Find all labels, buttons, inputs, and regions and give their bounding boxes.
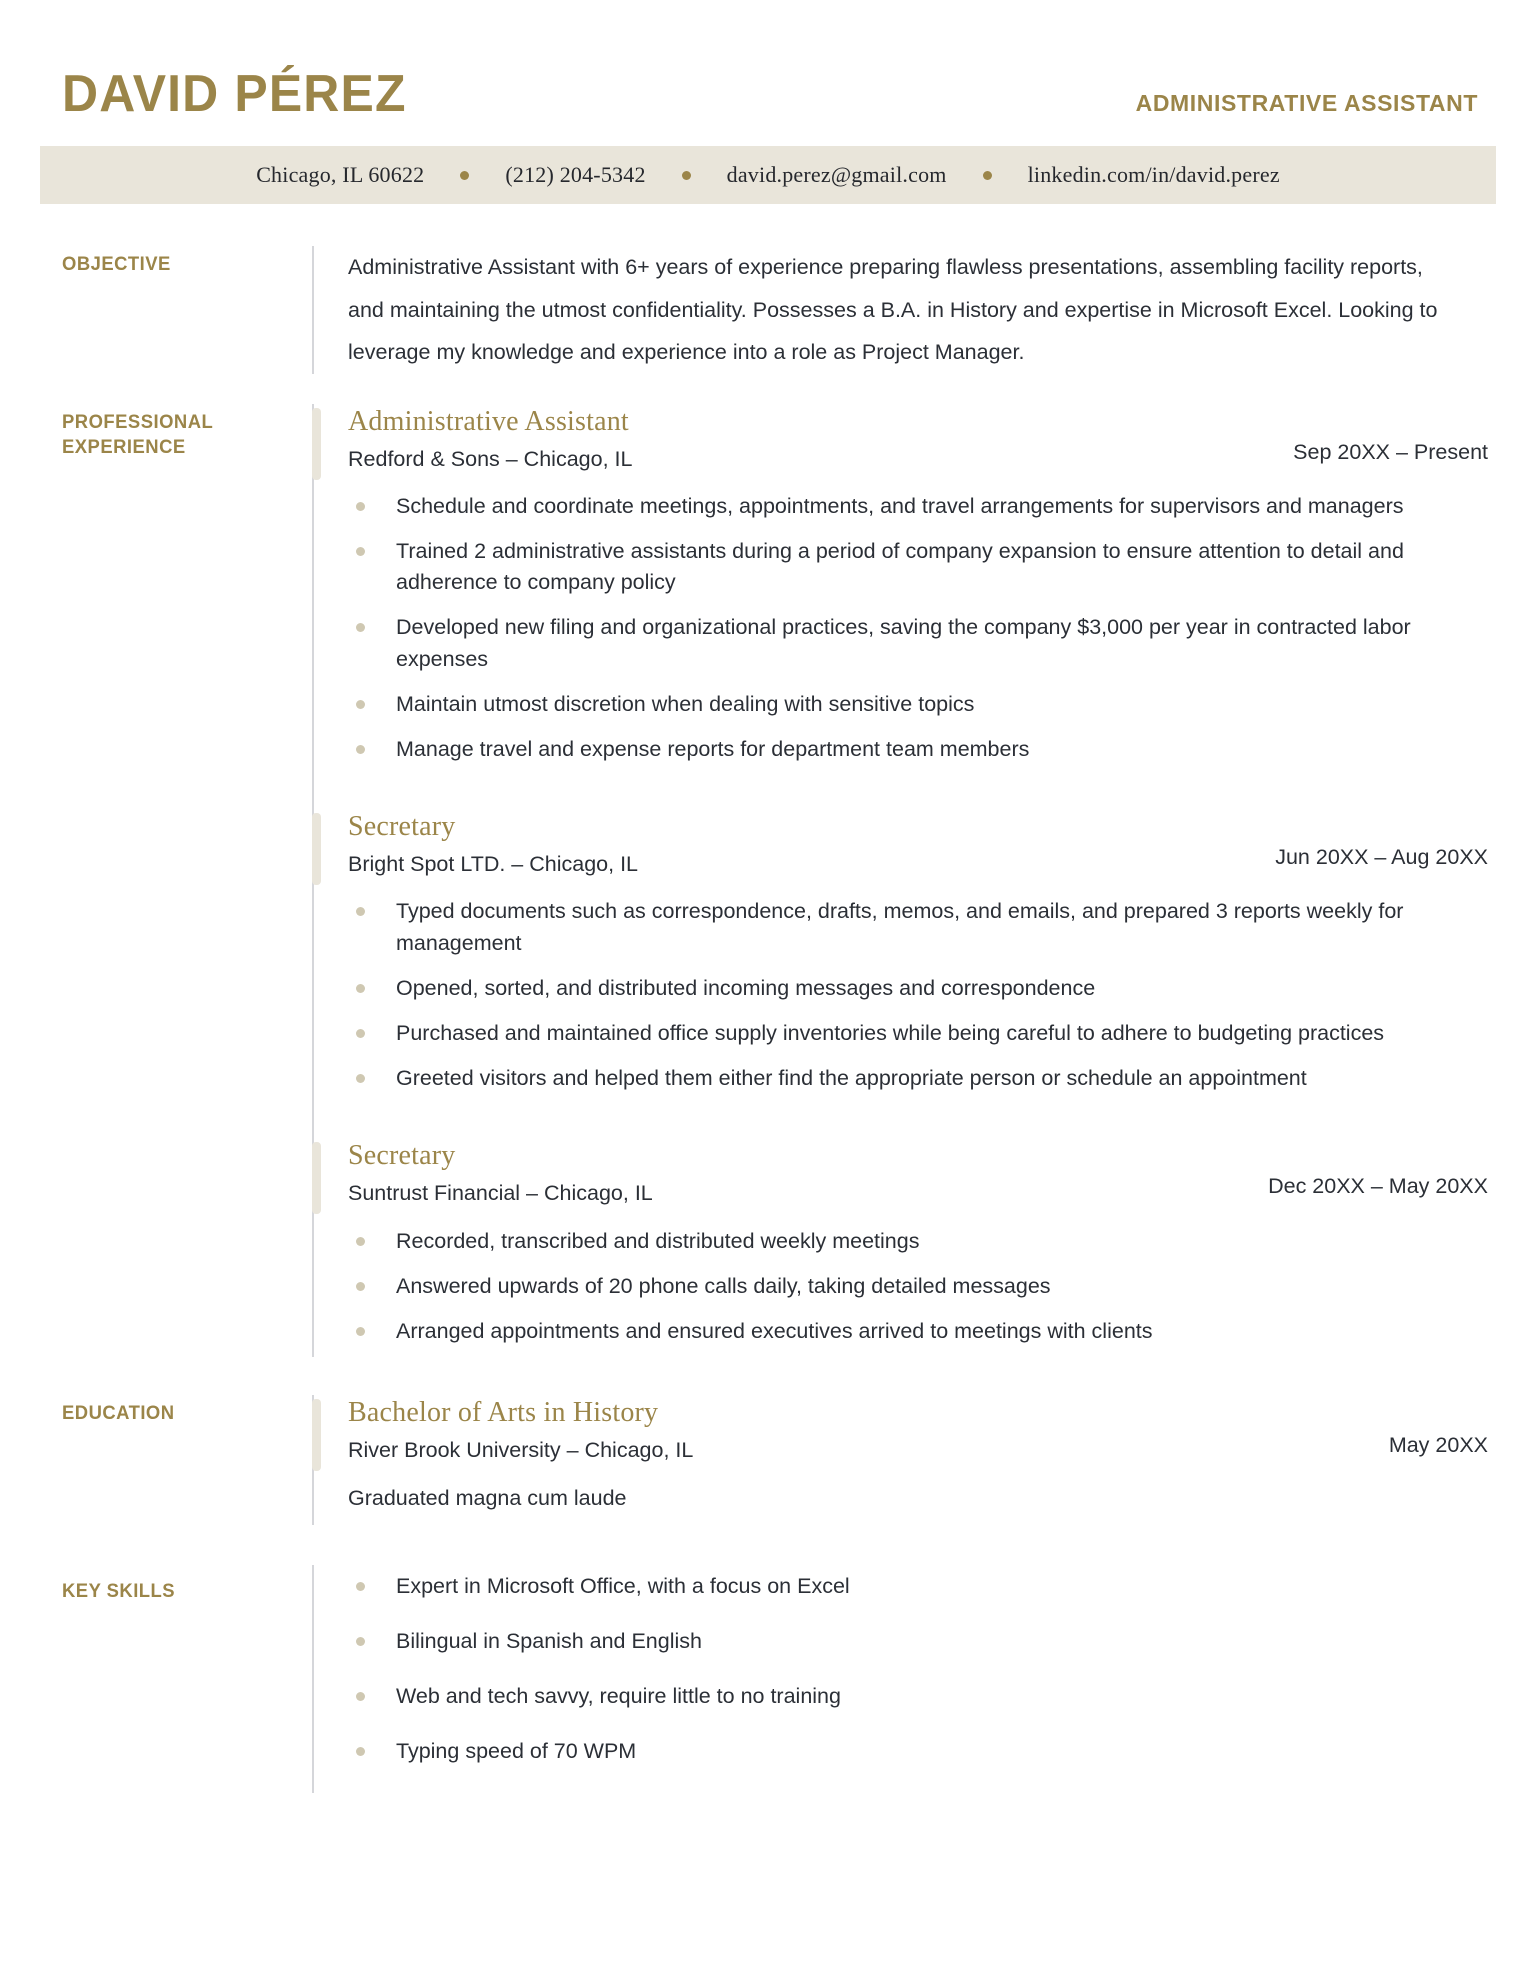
entry-job-title: Secretary bbox=[348, 1140, 456, 1172]
bullet-text: Greeted visitors and helped them either find the appropriate person or schedule an appointment bbox=[396, 1066, 1307, 1091]
skills-list bbox=[348, 1565, 1488, 1794]
section-professional-experience bbox=[62, 404, 1488, 1357]
education-note: Graduated magna cum laude bbox=[348, 1486, 627, 1511]
bullet-text: Purchased and maintained office supply inventories while being careful to adhere to budgeting practices bbox=[396, 1020, 1385, 1045]
entry-left bbox=[348, 404, 632, 475]
contact-phone[interactable]: (212) 204-5342 bbox=[505, 162, 646, 187]
resume-header bbox=[0, 0, 1536, 123]
experience-entry bbox=[348, 809, 1488, 1104]
entry-header bbox=[348, 1395, 1488, 1466]
bullet-dot-icon bbox=[356, 1282, 365, 1291]
entry-accent-bar bbox=[312, 813, 321, 885]
section-divider-rule bbox=[312, 1565, 314, 1794]
education-degree: Bachelor of Arts in History bbox=[348, 1397, 659, 1429]
education-school: River Brook University – Chicago, IL bbox=[348, 1438, 694, 1463]
entry-header bbox=[348, 1138, 1488, 1209]
contact-location: Chicago, IL 60622 bbox=[256, 162, 425, 187]
section-content-objective bbox=[312, 246, 1488, 374]
section-divider-rule bbox=[312, 246, 314, 374]
entry-company: Suntrust Financial – Chicago, IL bbox=[348, 1181, 653, 1206]
bullet-dot-icon bbox=[356, 907, 365, 916]
section-content-experience bbox=[312, 404, 1488, 1357]
contact-bar bbox=[40, 146, 1496, 204]
section-content-skills bbox=[312, 1565, 1488, 1794]
list-item bbox=[348, 612, 1458, 674]
section-label-col-education bbox=[62, 1395, 312, 1427]
entry-company: Bright Spot LTD. – Chicago, IL bbox=[348, 852, 638, 877]
list-item bbox=[348, 1736, 1488, 1767]
bullet-separator-icon bbox=[682, 171, 691, 180]
entry-accent-bar bbox=[312, 1142, 321, 1214]
section-objective bbox=[62, 246, 1488, 374]
bullet-text: Recorded, transcribed and distributed weekly meetings bbox=[396, 1228, 920, 1253]
list-item bbox=[348, 1063, 1458, 1094]
list-item bbox=[348, 973, 1458, 1004]
experience-entry bbox=[348, 404, 1488, 775]
bullet-text: Developed new filing and organizational practices, saving the company $3,000 per year in contracted labor expenses bbox=[396, 615, 1411, 671]
bullet-dot-icon bbox=[356, 745, 365, 754]
skill-text: Bilingual in Spanish and English bbox=[396, 1628, 702, 1653]
list-item bbox=[348, 1271, 1458, 1302]
list-item bbox=[348, 1571, 1488, 1602]
entry-accent-bar bbox=[312, 1399, 321, 1471]
bullet-text: Schedule and coordinate meetings, appointments, and travel arrangements for supervisors and managers bbox=[396, 493, 1404, 518]
section-label-skills: KEY SKILLS bbox=[62, 1580, 176, 1602]
education-date: May 20XX bbox=[1388, 1433, 1488, 1458]
skill-text: Web and tech savvy, require little to no training bbox=[396, 1683, 841, 1708]
section-label-experience-line1: PROFESSIONAL bbox=[62, 411, 214, 433]
bullet-dot-icon bbox=[356, 1074, 365, 1083]
list-item bbox=[348, 689, 1458, 720]
section-label-col-skills bbox=[62, 1565, 312, 1605]
entry-accent-bar bbox=[312, 408, 321, 480]
section-education bbox=[62, 1395, 1488, 1525]
bullet-dot-icon bbox=[356, 700, 365, 709]
resume-body bbox=[0, 246, 1536, 1793]
entry-left bbox=[348, 1395, 693, 1466]
section-label-education: EDUCATION bbox=[62, 1403, 175, 1425]
list-item bbox=[348, 1226, 1458, 1257]
bullet-dot-icon bbox=[356, 623, 365, 632]
bullet-dot-icon bbox=[356, 1327, 365, 1336]
bullet-dot-icon bbox=[356, 502, 365, 511]
entry-header bbox=[348, 404, 1488, 475]
list-item bbox=[348, 734, 1458, 765]
entry-bullet-list bbox=[348, 491, 1488, 765]
education-entry bbox=[348, 1395, 1488, 1525]
bullet-dot-icon bbox=[356, 1637, 365, 1646]
bullet-dot-icon bbox=[356, 1692, 365, 1701]
experience-entry bbox=[348, 1138, 1488, 1357]
candidate-job-title: ADMINISTRATIVE ASSISTANT bbox=[1135, 90, 1478, 116]
entry-bullet-list bbox=[348, 896, 1488, 1094]
section-label-col-experience bbox=[62, 404, 312, 461]
bullet-separator-icon bbox=[460, 171, 469, 180]
entry-job-title: Secretary bbox=[348, 811, 456, 843]
skill-text: Typing speed of 70 WPM bbox=[396, 1739, 637, 1764]
entry-job-title: Administrative Assistant bbox=[348, 405, 629, 437]
entry-bullet-list bbox=[348, 1226, 1488, 1348]
bullet-text: Answered upwards of 20 phone calls daily, taking detailed messages bbox=[396, 1273, 1051, 1298]
entry-left bbox=[348, 1138, 653, 1209]
entry-date-range: Sep 20XX – Present bbox=[1293, 439, 1488, 464]
bullet-dot-icon bbox=[356, 1029, 365, 1038]
contact-email[interactable]: david.perez@gmail.com bbox=[726, 162, 947, 187]
bullet-dot-icon bbox=[356, 1237, 365, 1246]
candidate-name: DAVID PÉREZ bbox=[62, 65, 407, 123]
section-label-objective: OBJECTIVE bbox=[62, 254, 171, 275]
entry-header bbox=[348, 809, 1488, 880]
contact-linkedin[interactable]: linkedin.com/in/david.perez bbox=[1027, 162, 1280, 187]
section-content-education bbox=[312, 1395, 1488, 1525]
list-item bbox=[348, 1316, 1458, 1347]
section-label-experience-line2: EXPERIENCE bbox=[62, 437, 186, 459]
bullet-text: Trained 2 administrative assistants during a period of company expansion to ensure attention to detail and adherence to company policy bbox=[396, 539, 1404, 595]
bullet-text: Opened, sorted, and distributed incoming messages and correspondence bbox=[396, 975, 1096, 1000]
bullet-dot-icon bbox=[356, 547, 365, 556]
section-label-col-objective bbox=[62, 246, 312, 278]
list-item bbox=[348, 896, 1458, 958]
bullet-text: Manage travel and expense reports for department team members bbox=[396, 736, 1030, 761]
bullet-dot-icon bbox=[356, 1582, 365, 1591]
objective-paragraph: Administrative Assistant with 6+ years of experience preparing flawless presentations, assembling facility reports, and maintaining the utmost confidentiality. Possesses a B.A. in History and expertise in Microsoft Excel. Looking to leverage my knowledge and experience into a role as Project Manager. bbox=[348, 255, 1438, 365]
bullet-text: Typed documents such as correspondence, drafts, memos, and emails, and prepared 3 reports weekly for management bbox=[396, 899, 1404, 955]
list-item bbox=[348, 491, 1458, 522]
bullet-dot-icon bbox=[356, 984, 365, 993]
entry-left bbox=[348, 809, 638, 880]
list-item bbox=[348, 1018, 1458, 1049]
list-item bbox=[348, 536, 1458, 598]
list-item bbox=[348, 1626, 1488, 1657]
bullet-dot-icon bbox=[356, 1747, 365, 1756]
bullet-separator-icon bbox=[983, 171, 992, 180]
entry-company: Redford & Sons – Chicago, IL bbox=[348, 446, 633, 471]
entry-date-range: Dec 20XX – May 20XX bbox=[1268, 1174, 1488, 1199]
list-item bbox=[348, 1681, 1488, 1712]
skill-text: Expert in Microsoft Office, with a focus on Excel bbox=[396, 1573, 850, 1598]
bullet-text: Arranged appointments and ensured executives arrived to meetings with clients bbox=[396, 1318, 1153, 1343]
section-key-skills bbox=[62, 1565, 1488, 1794]
bullet-text: Maintain utmost discretion when dealing with sensitive topics bbox=[396, 691, 975, 716]
entry-date-range: Jun 20XX – Aug 20XX bbox=[1275, 845, 1488, 870]
